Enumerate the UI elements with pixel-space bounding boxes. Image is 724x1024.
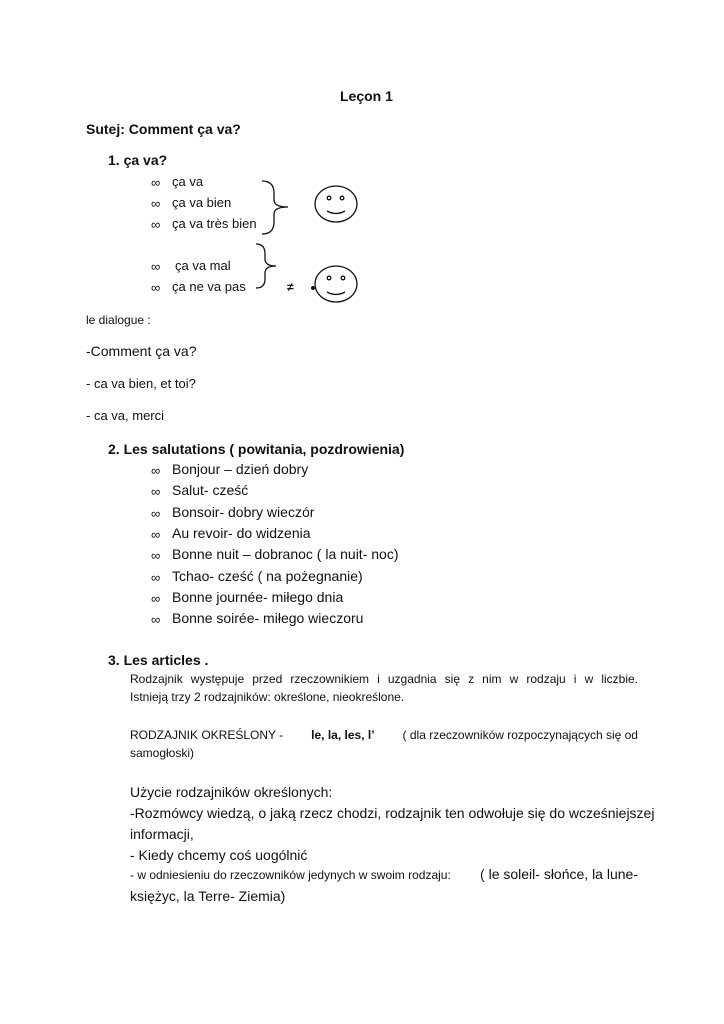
dialogue-line: - ca va bien, et toi?	[86, 376, 196, 391]
brace-icon	[256, 244, 276, 288]
definite-note: ( dla rzeczowników rozpoczynających się od	[402, 728, 638, 742]
brace-icon	[262, 181, 288, 234]
bullet-icon: ∞	[151, 506, 161, 521]
paragraph-line	[130, 866, 638, 882]
bullet-icon: ∞	[151, 280, 161, 295]
section-1-heading: 1. ça va?	[108, 152, 168, 168]
list-item: Bonne journée- miłego dnia	[172, 589, 344, 605]
usage-examples: ( le soleil- słońce, la lune-	[480, 866, 638, 882]
bullet-icon: ∞	[151, 548, 161, 563]
bullet-icon: ∞	[151, 175, 161, 190]
list-item: ça va bien	[172, 195, 232, 210]
list-item: Au revoir- do widzenia	[172, 525, 311, 541]
list-item: Salut- cześć	[172, 482, 249, 498]
paragraph-line: Rodzajnik występuje przed rzeczownikiem i uzgadnia się z nim w rodzaju i w liczbie.	[130, 672, 638, 686]
paragraph-line: Istnieją trzy 2 rodzajników: określone, nieokreślone.	[130, 690, 405, 704]
definite-articles: le, la, les, l’	[311, 728, 375, 742]
list-item: ça va	[172, 174, 204, 189]
bullet-icon: ∞	[151, 463, 161, 478]
paragraph-line: -Rozmówcy wiedzą, o jaką rzecz chodzi, rodzajnik ten odwołuje się do wcześniejszej	[130, 805, 655, 821]
bullet-icon: ∞	[151, 196, 161, 211]
not-equal-sign: ≠	[287, 280, 294, 294]
paragraph-line: - Kiedy chcemy coś uogólnić	[130, 847, 308, 863]
sad-face-icon	[312, 266, 357, 302]
usage-heading: Użycie rodzajników określonych:	[130, 784, 333, 800]
list-item: ça va très bien	[172, 216, 257, 231]
list-item: ça ne va pas	[172, 279, 246, 294]
dialogue-line: - ca va, merci	[86, 408, 165, 423]
paragraph-line: samogłoski)	[130, 746, 195, 760]
definite-article-line	[130, 728, 638, 742]
definite-label: RODZAJNIK OKREŚLONY -	[130, 728, 284, 742]
subject-heading: Sutej: Comment ça va?	[86, 121, 241, 137]
list-item: Bonne nuit – dobranoc ( la nuit- noc)	[172, 546, 399, 562]
dialogue-label: le dialogue :	[86, 313, 151, 327]
usage-text: - w odniesieniu do rzeczowników jedynych w swoim rodzaju:	[130, 868, 451, 882]
bullet-icon: ∞	[151, 484, 161, 499]
section-2-heading: 2. Les salutations ( powitania, pozdrowienia)	[108, 441, 405, 457]
bullet-icon: ∞	[151, 527, 161, 542]
bullet-icon: ∞	[151, 612, 161, 627]
list-item: Bonjour – dzień dobry	[172, 461, 309, 477]
list-item: ça va mal	[175, 258, 231, 273]
bullet-icon: ∞	[151, 217, 161, 232]
bullet-icon: ∞	[151, 570, 161, 585]
list-item: Bonne soirée- miłego wieczoru	[172, 610, 364, 626]
section-3-heading: 3. Les articles .	[108, 652, 209, 668]
dialogue-line: -Comment ça va?	[86, 343, 197, 359]
list-item: Tchao- cześć ( na pożegnanie)	[172, 568, 363, 584]
bullet-icon: ∞	[151, 591, 161, 606]
paragraph-line: księżyc, la Terre- Ziemia)	[130, 888, 286, 904]
paragraph-line: informacji,	[130, 826, 194, 842]
page-title: Leçon 1	[340, 88, 393, 104]
list-item: Bonsoir- dobry wieczór	[172, 504, 315, 520]
bullet-icon: ∞	[151, 259, 161, 274]
smiley-face-icon	[315, 186, 357, 222]
